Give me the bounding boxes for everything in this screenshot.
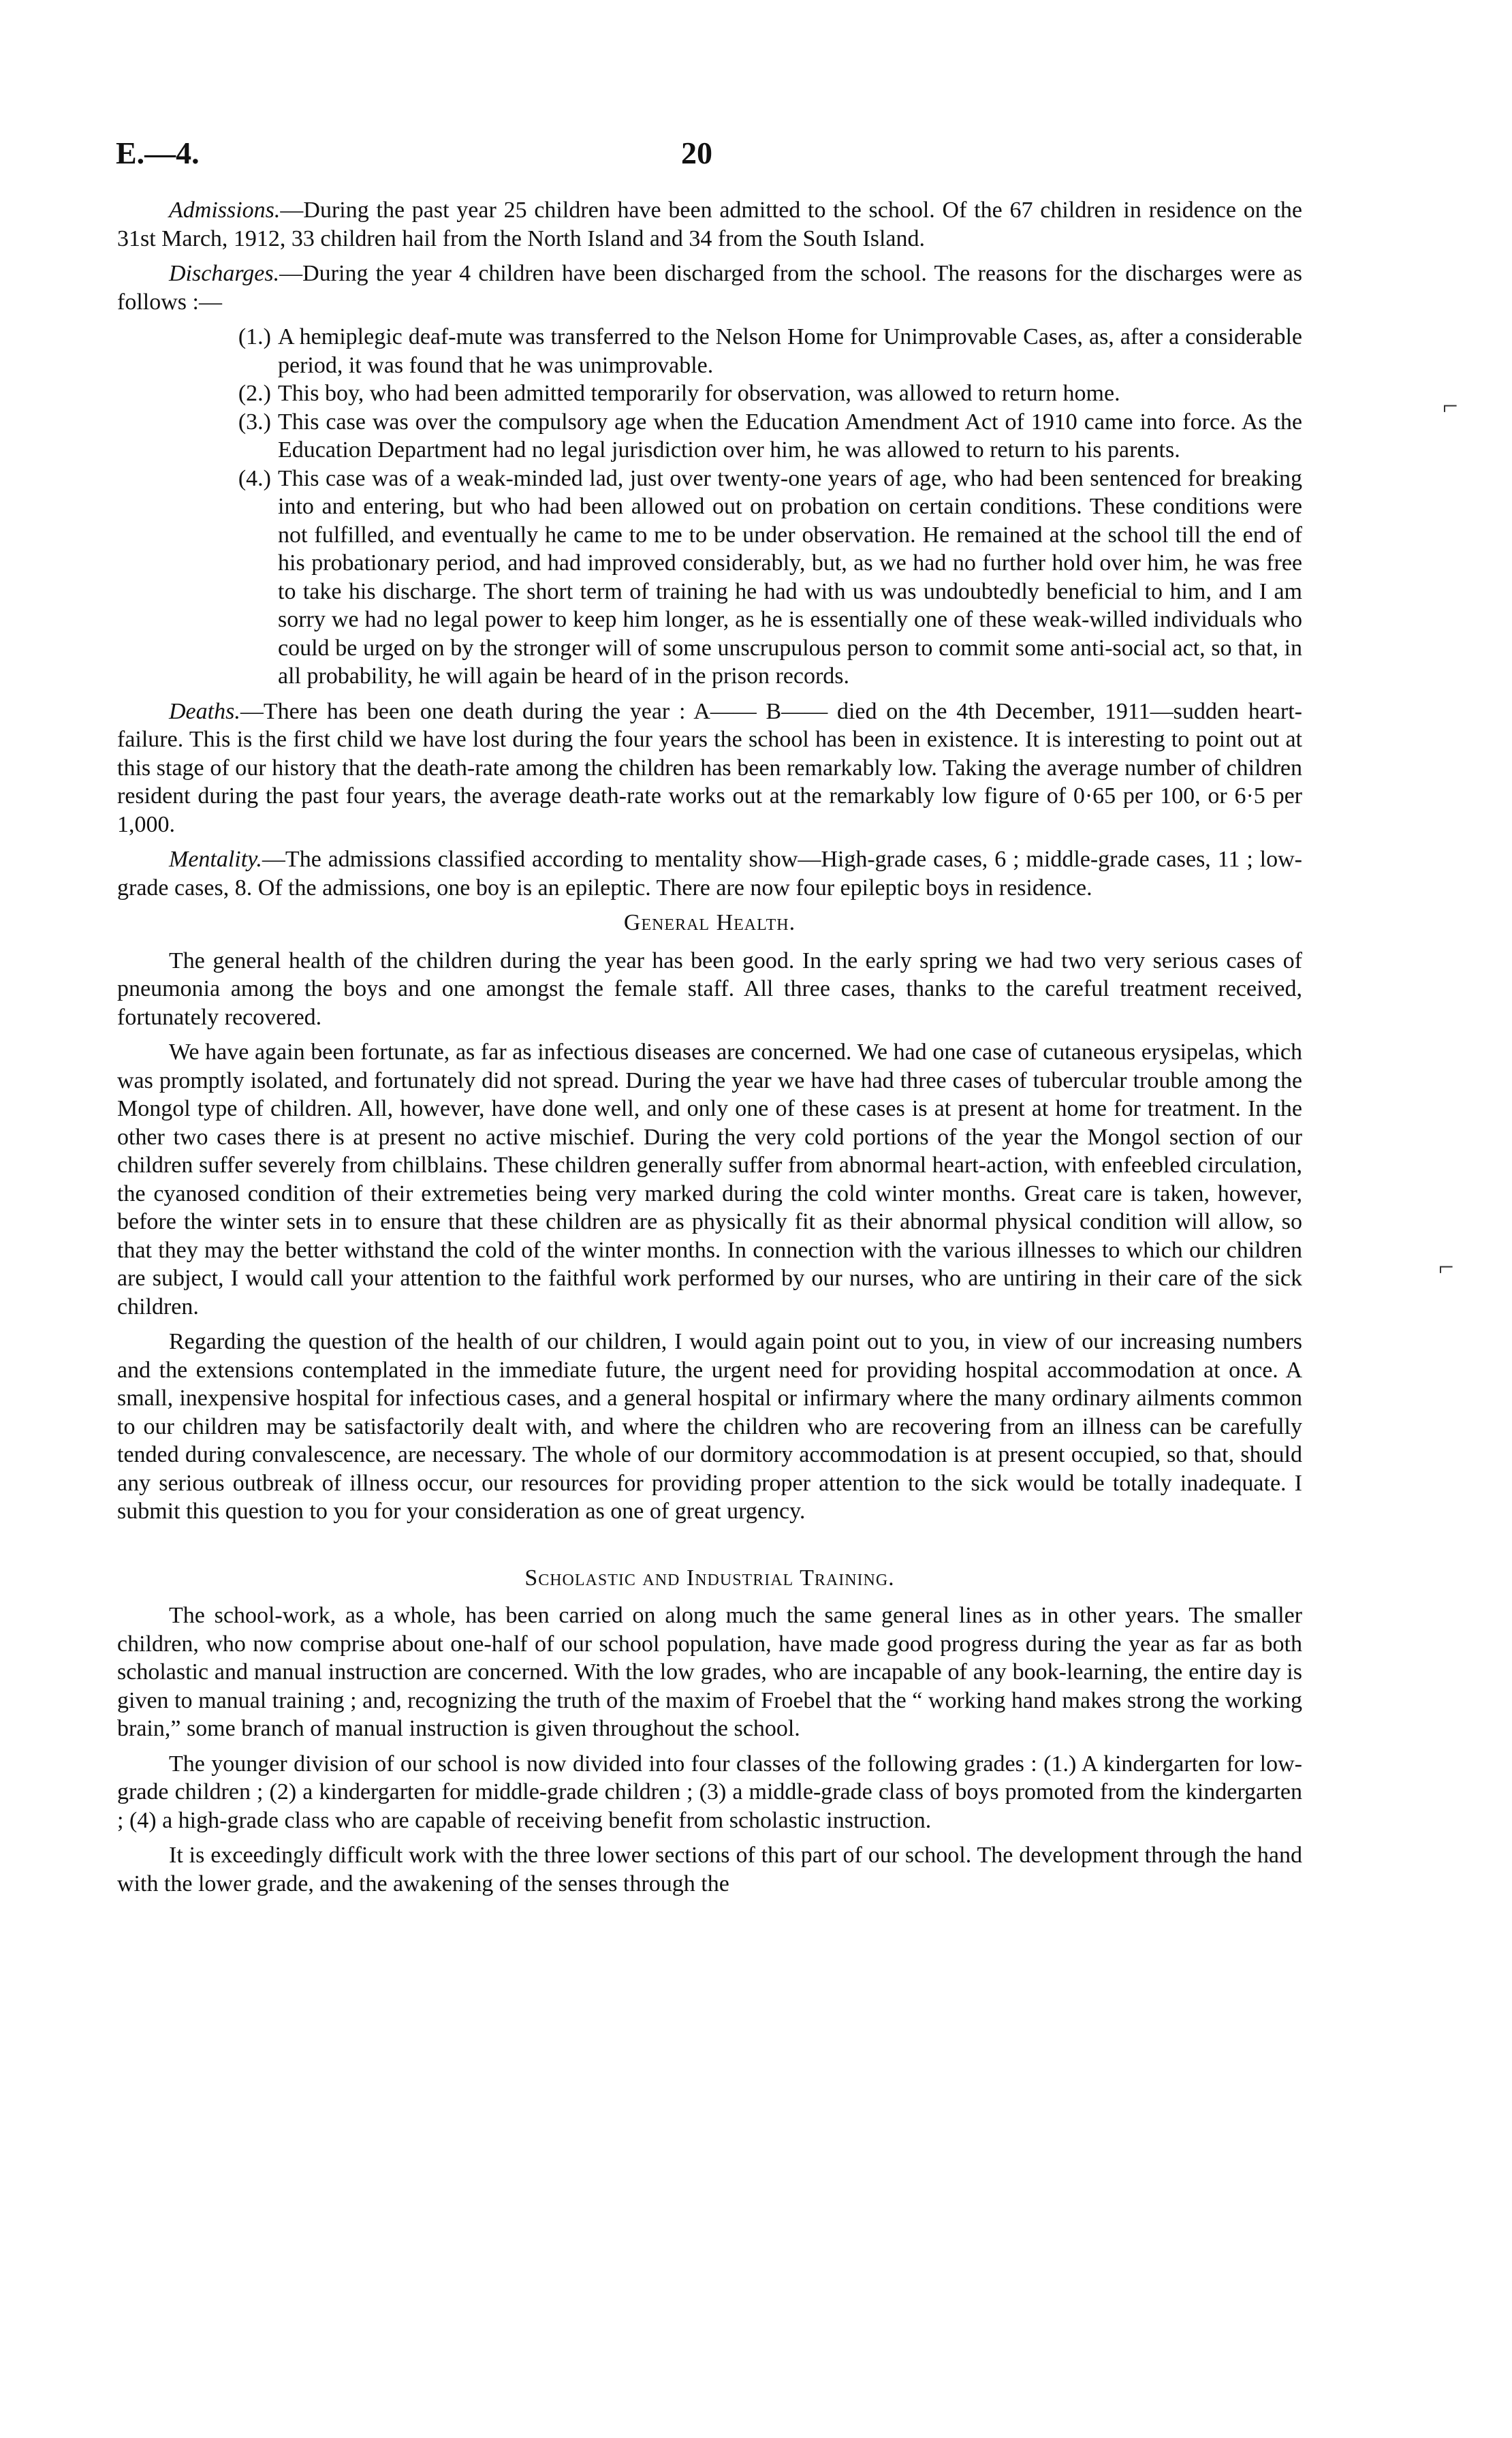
margin-mark: ⌐ — [1438, 1251, 1454, 1282]
list-item — [117, 408, 1302, 465]
discharges-lead: Discharges. — [169, 261, 280, 286]
admissions-lead: Admissions. — [169, 198, 281, 223]
deaths-paragraph — [117, 698, 1302, 839]
paragraph: We have again been fortunate, as far as infectious diseases are concerned. We had one case of cutaneous erysipelas, which was promptly isolated, and fortunately did not spread. During the year we have had three cases of tubercular trouble among the Mongol type of children. All, however, have done well, and only one of these cases is at present at home for treatment. In the other two cases there is at present no active mischief. During the very cold portions of the year the Mongol section of our children suffer severely from chilblains. These children generally suffer from abnormal heart-action, with enfeebled circulation, the cyanosed condition of their extremeties being very marked during the cold winter months. Great care is taken, however, before the winter sets in to ensure that these children are as physically fit as their abnormal physical condition will allow, so that they may the better withstand the cold of the winter months. In connection with the various illnesses to which our children are subject, I would call your attention to the faithful work performed by our nurses, who are untiring in their care of the sick children. — [117, 1040, 1302, 1319]
list-item-text: This case was over the compulsory age when the Education Amendment Act of 1910 came into force. As the Education Department had no legal jurisdiction over him, he was allowed to return to his parents. — [278, 409, 1302, 463]
admissions-paragraph — [117, 196, 1302, 253]
paragraph: The school-work, as a whole, has been carried on along much the same general lines as in other years. The smaller children, who now comprise about one-half of our school population, have made good progress during the year as far as both scholastic and manual instruction are concerned. With the low grades, who are incapable of any book-learning, the entire day is given to manual training ; and, recognizing the truth of the maxim of Froebel that the “ working hand makes strong the working brain,” some branch of manual instruction is given throughout the school. — [117, 1603, 1302, 1741]
discharges-list — [117, 323, 1302, 691]
admissions-text: —During the past year 25 children have been admitted to the school. Of the 67 children in residence on the 31st March, 1912, 33 children hail from the North Island and 34 from the South Island. — [117, 198, 1302, 251]
section-heading-scholastic: Scholastic and Industrial Training. — [524, 1565, 895, 1591]
paragraph: Regarding the question of the health of our children, I would again point out to you, in view of our increasing numbers and the extensions contemplated in the immediate future, the urgent need for providing hospital accommodation at once. A small, inexpensive hospital for infectious cases, and a general hospital or infirmary where the many ordinary ailments common to our children may be satisfactorily dealt with, and where the children who are recovering from an illness can be carefully tended during convalescence, are necessary. The whole of our dormitory accommodation is at present occupied, so that, should any serious outbreak of illness occur, our resources for providing proper attention to the sick would be totally inadequate. I submit this question to you for your consideration as one of great urgency. — [117, 1329, 1302, 1524]
page-number: 20 — [681, 136, 712, 170]
paragraph: The general health of the children during the year has been good. In the early spring we had two very serious cases of pneumonia among the boys and one amongst the female staff. All three cases, thanks to the careful treatment received, fortunately recovered. — [117, 948, 1302, 1030]
list-item-number: (3.) — [238, 409, 271, 435]
list-item-text: This case was of a weak-minded lad, just over twenty-one years of age, who had been sentenced for breaking into and entering, but who had been allowed out on probation on certain conditions. These conditions were not fulfilled, and eventually he came to me to be under observation. He remained at the school till the end of his probationary period, and had improved considerably, but, as we had no further hold over him, he was free to take his discharge. The short term of training he had with us was undoubtedly beneficial to him, and I am sorry we had no legal power to keep him longer, as he is essentially one of these weak-willed individuals who could be urged on by the stronger will of some unscrupulous person to commit some anti-social act, so that, in all probability, he will again be heard of in the prison records. — [278, 465, 1302, 689]
document-reference: E.—4. — [116, 136, 200, 170]
discharges-text: —During the year 4 children have been discharged from the school. The reasons for the discharges were as follows :— — [117, 261, 1302, 315]
section-heading-general-health: General Health. — [623, 910, 796, 935]
deaths-text: —There has been one death during the year : A—— B—— died on the 4th December, 1911—sudden heart-failure. This is the first child we have lost during the four years the school has been in existence. It is interesting to point out at this stage of our history that the death-rate among the children has been remarkably low. Taking the average number of children resident during the past four years, the average death-rate works out at the remarkably low figure of 0·65 per 100, or 6·5 per 1,000. — [117, 698, 1302, 837]
mentality-lead: Mentality. — [169, 847, 262, 872]
list-item-number: (2.) — [238, 381, 271, 406]
mentality-text: —The admissions classified according to mentality show—High-grade cases, 6 ; middle-grade cases, 11 ; low-grade cases, 8. Of the admissions, one boy is an epileptic. There are now four epileptic boys in residence. — [117, 847, 1302, 901]
list-item — [117, 323, 1302, 379]
discharges-paragraph — [117, 260, 1302, 316]
document-body — [117, 196, 1302, 1905]
list-item-text: A hemiplegic deaf-mute was transferred to the Nelson Home for Unimprovable Cases, as, after a considerable period, it was found that he was unimprovable. — [278, 324, 1302, 378]
margin-mark: ⌐ — [1443, 390, 1458, 421]
list-item-text: This boy, who had been admitted temporarily for observation, was allowed to return home. — [278, 381, 1120, 406]
mentality-paragraph — [117, 845, 1302, 902]
list-item-number: (1.) — [238, 324, 271, 349]
list-item — [117, 465, 1302, 691]
list-item — [117, 379, 1302, 408]
list-item-number: (4.) — [238, 465, 271, 491]
deaths-lead: Deaths. — [169, 698, 240, 724]
paragraph: It is exceedingly difficult work with the three lower sections of this part of our school. The development through the hand with the lower grade, and the awakening of the senses through the — [117, 1843, 1302, 1896]
paragraph: The younger division of our school is now divided into four classes of the following grades : (1.) A kindergarten for low-grade children ; (2) a kindergarten for middle-grade children ; (3) a middle-grade class of boys promoted from the kindergarten ; (4) a high-grade class who are capable of receiving benefit from scholastic instruction. — [117, 1751, 1302, 1833]
